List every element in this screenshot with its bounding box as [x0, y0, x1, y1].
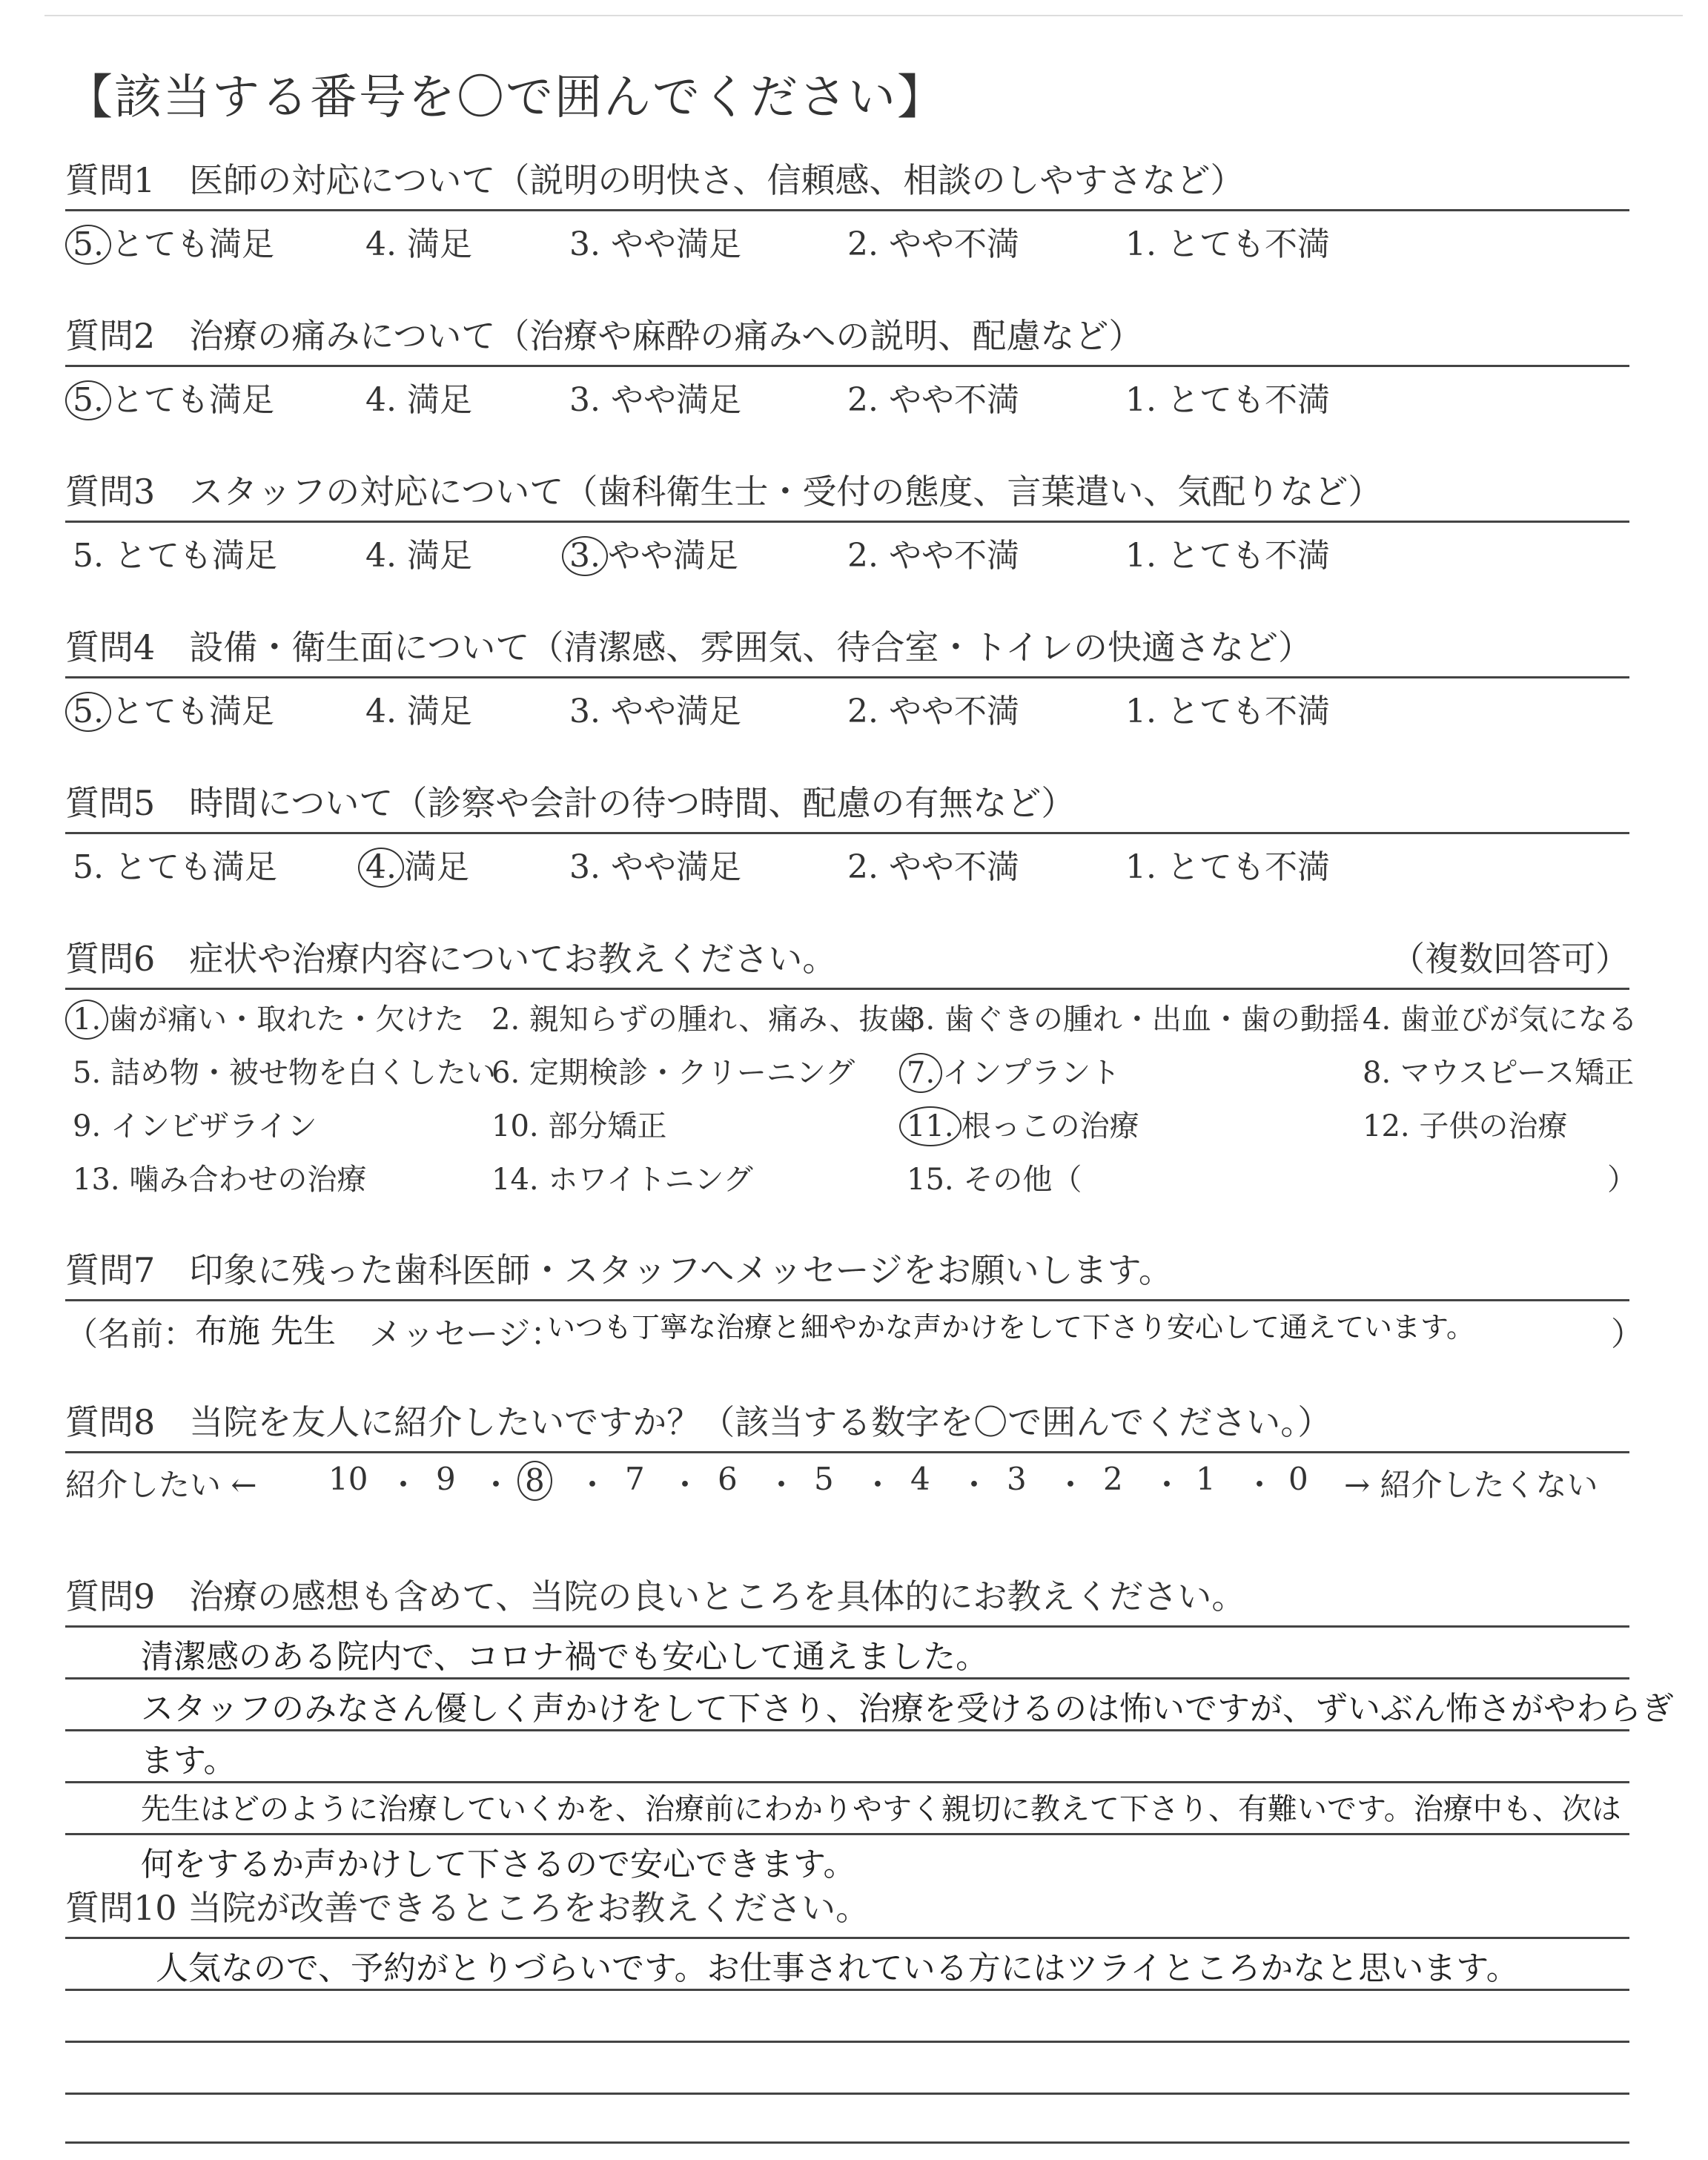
comment-line-5: 何をするか声かけして下さるので安心できます。 [141, 1846, 856, 1883]
question-1 [65, 156, 1629, 263]
option-4[interactable]: 4. 満足 [365, 693, 472, 730]
message-label: メッセージ： [369, 1315, 563, 1353]
scale-3[interactable]: 3 [1007, 1461, 1027, 1497]
scale-dot: ・ [388, 1467, 420, 1503]
option-2[interactable]: 2. やや不満 [847, 693, 1019, 730]
option-3[interactable]: 3. やや満足 [569, 848, 741, 886]
option-5[interactable]: 5. とても満足 [73, 537, 277, 575]
option-label: やや満足 [607, 537, 738, 575]
improvement-line-1: 人気なので、予約がとりづらいです。お仕事されている方にはツライところかなと思います。 [156, 1949, 1519, 1987]
option-2[interactable]: 2. やや不満 [847, 848, 1019, 886]
scale-6[interactable]: 6 [718, 1461, 738, 1497]
scale-1[interactable]: 1 [1196, 1461, 1216, 1497]
scale-0[interactable]: 0 [1288, 1461, 1308, 1497]
writing-line [65, 1937, 1629, 1939]
scale-dot: ・ [1055, 1467, 1087, 1503]
writing-line [65, 1833, 1629, 1835]
symptom-2[interactable]: 2. 親知らずの腫れ、痛み、抜歯 [491, 1003, 918, 1037]
option-2[interactable]: 2. やや不満 [847, 225, 1019, 263]
symptom-15[interactable]: 15. その他（ [907, 1163, 1082, 1197]
scale-right-label: → 紹介したくない [1344, 1467, 1598, 1503]
scale-dot: ・ [669, 1467, 701, 1503]
option-5[interactable]: 5. とても満足 [73, 848, 277, 886]
question-title: 質問8 当院を友人に紹介したいですか？（該当する数字を〇で囲んでください。） [65, 1402, 1332, 1442]
question-title: 質問5 時間について（診察や会計の待つ時間、配慮の有無など） [65, 783, 1076, 823]
option-label: 満足 [403, 848, 469, 886]
writing-line [65, 2141, 1629, 2144]
symptom-8[interactable]: 8. マウスピース矯正 [1363, 1056, 1635, 1090]
option-3[interactable]: 3. やや満足 [569, 381, 741, 419]
question-7 [65, 1246, 1644, 1361]
comment-line-1: 清潔感のある院内で、コロナ禍でも安心して通えました。 [141, 1638, 989, 1676]
scale-10[interactable]: 10 [328, 1461, 368, 1497]
symptom-row-3 [65, 1097, 1629, 1150]
scale-dot: ・ [862, 1467, 894, 1503]
name-value: 布施 先生 [195, 1312, 336, 1350]
selection-circle: 11. [899, 1106, 961, 1146]
selection-circle: 3. [562, 536, 608, 576]
rating-options [65, 523, 1629, 575]
symptom-12[interactable]: 12. 子供の治療 [1363, 1109, 1568, 1143]
message-value: いつも丁寧な治療と細やかな声かけをして下さり安心して通えています。 [547, 1311, 1474, 1344]
scale-4[interactable]: 4 [910, 1461, 930, 1497]
question-title: 質問2 治療の痛みについて（治療や麻酔の痛みへの説明、配慮など） [65, 316, 1143, 356]
selection-circle: 8 [517, 1461, 552, 1501]
comment-line-3: ます。 [141, 1742, 236, 1780]
scale-dot: ・ [959, 1467, 990, 1503]
symptom-11[interactable] [907, 1103, 1139, 1146]
option-label: とても満足 [110, 381, 274, 419]
page-title: 【該当する番号を〇で囲んでください】 [65, 70, 946, 125]
option-1[interactable]: 1. とても不満 [1125, 693, 1330, 730]
symptom-row-2 [65, 1043, 1635, 1097]
option-4[interactable] [365, 840, 469, 888]
question-8 [65, 1398, 1629, 1453]
symptom-13[interactable]: 13. 噛み合わせの治療 [73, 1163, 367, 1197]
question-title: 質問9 治療の感想も含めて、当院の良いところを具体的にお教えください。 [65, 1576, 1246, 1616]
symptom-5[interactable]: 5. 詰め物・被せ物を白くしたい [73, 1056, 496, 1090]
option-4[interactable]: 4. 満足 [365, 537, 472, 575]
option-4[interactable]: 4. 満足 [365, 381, 472, 419]
symptom-15-close: ） [1607, 1163, 1637, 1197]
writing-line [65, 2093, 1629, 2095]
comment-line-2: スタッフのみなさん優しく声かけをして下さり、治療を受けるのは怖いですが、ずいぶん怖さがやわらぎ [141, 1690, 1674, 1728]
question-title: 質問3 スタッフの対応について（歯科衛生士・受付の態度、言葉遣い、気配りなど） [65, 472, 1383, 512]
symptom-row-4 [65, 1150, 1637, 1203]
scale-dot: ・ [1151, 1467, 1183, 1503]
question-3 [65, 467, 1629, 575]
message-close: ） [1611, 1315, 1644, 1353]
question-title: 質問7 印象に残った歯科医師・スタッフへメッセージをお願いします。 [65, 1250, 1173, 1290]
option-1[interactable]: 1. とても不満 [1125, 537, 1330, 575]
rating-options [65, 367, 1629, 419]
writing-line [65, 1625, 1629, 1628]
selection-circle: 7. [899, 1053, 942, 1093]
scale-dot: ・ [1244, 1467, 1276, 1503]
option-label: とても満足 [110, 225, 274, 263]
selection-circle: 5. [65, 380, 111, 420]
option-2[interactable]: 2. やや不満 [847, 381, 1019, 419]
answer-line [65, 1451, 1629, 1453]
top-border [44, 15, 1683, 16]
message-row [65, 1301, 1644, 1361]
question-9 [65, 1572, 1629, 1621]
writing-line [65, 1729, 1629, 1731]
option-4[interactable]: 4. 満足 [365, 225, 472, 263]
selection-circle: 5. [65, 225, 111, 265]
comment-line-4: 先生はどのように治療していくかを、治療前にわかりやすく親切に教えて下さり、有難いです。治療中も、次は [141, 1792, 1621, 1826]
question-10 [65, 1883, 1629, 1932]
question-5 [65, 779, 1629, 886]
option-label: インプラント [942, 1056, 1121, 1090]
scale-left-label: 紹介したい ← [65, 1467, 257, 1503]
symptom-14[interactable]: 14. ホワイトニング [491, 1163, 753, 1197]
question-title: 質問10 当院が改善できるところをお教えください。 [65, 1888, 870, 1928]
multiple-answer-note: （複数回答可） [1391, 939, 1629, 979]
symptom-7[interactable] [907, 1049, 1120, 1093]
scale-dot: ・ [577, 1467, 609, 1503]
scale-5[interactable]: 5 [814, 1461, 834, 1497]
question-title-row [65, 934, 1629, 983]
option-1[interactable]: 1. とても不満 [1125, 225, 1330, 263]
option-1[interactable]: 1. とても不満 [1125, 848, 1330, 886]
option-3[interactable]: 3. やや満足 [569, 693, 741, 730]
option-1[interactable]: 1. とても不満 [1125, 381, 1330, 419]
symptom-3[interactable]: 3. 歯ぐきの腫れ・出血・歯の動揺 [907, 1003, 1360, 1037]
option-5[interactable] [73, 684, 274, 732]
question-title: 質問6 症状や治療内容についてお教えください。 [65, 939, 837, 979]
rating-options [65, 678, 1629, 730]
option-label: 根っこの治療 [961, 1109, 1139, 1143]
question-4 [65, 623, 1629, 730]
symptom-row-1 [65, 990, 1638, 1043]
option-2[interactable]: 2. やや不満 [847, 537, 1019, 575]
scale-9[interactable]: 9 [436, 1461, 456, 1497]
option-5[interactable] [73, 217, 274, 265]
symptom-6[interactable]: 6. 定期検診・クリーニング [491, 1056, 855, 1090]
option-3[interactable]: 3. やや満足 [569, 225, 741, 263]
option-label: 歯が痛い・取れた・欠けた [108, 1003, 465, 1037]
question-title: 質問1 医師の対応について（説明の明快さ、信頼感、相談のしやすさなど） [65, 160, 1245, 200]
scale-dot: ・ [480, 1467, 512, 1503]
writing-line [65, 1989, 1629, 1991]
selection-circle: 4. [358, 848, 404, 888]
selection-circle: 1. [65, 1000, 108, 1040]
symptom-9[interactable]: 9. インビザライン [73, 1109, 317, 1143]
writing-line [65, 2041, 1629, 2043]
writing-line [65, 1677, 1629, 1680]
scale-2[interactable]: 2 [1103, 1461, 1123, 1497]
question-6 [65, 934, 1638, 1203]
symptom-10[interactable]: 10. 部分矯正 [491, 1109, 667, 1143]
symptom-4[interactable]: 4. 歯並びが気になる [1363, 1003, 1638, 1037]
question-2 [65, 311, 1629, 419]
name-label: （名前： [65, 1315, 196, 1353]
rating-options [65, 211, 1629, 263]
question-title: 質問4 設備・衛生面について（清潔感、雰囲気、待合室・トイレの快適さなど） [65, 627, 1313, 667]
scale-dot: ・ [766, 1467, 798, 1503]
scale-7[interactable]: 7 [625, 1461, 645, 1497]
option-5[interactable] [73, 373, 274, 420]
writing-line [65, 1781, 1629, 1783]
rating-options [65, 834, 1629, 886]
option-label: とても満足 [110, 693, 274, 730]
symptom-1[interactable] [73, 996, 464, 1040]
selection-circle: 5. [65, 692, 111, 732]
option-3[interactable] [569, 529, 738, 576]
